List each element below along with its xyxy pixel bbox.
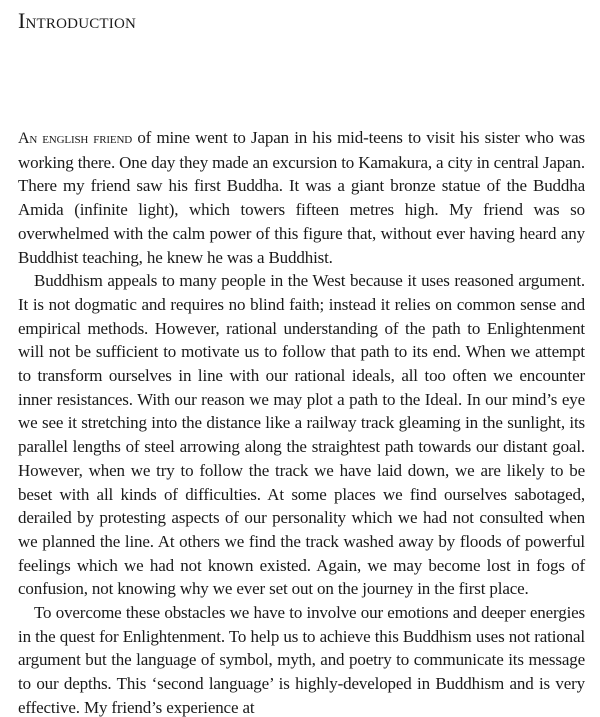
paragraph-1 — [18, 126, 585, 269]
paragraph-2: Buddhism appeals to many people in the West because it uses reasoned argument. It is not dogmatic and requires no blind faith; instead it relies on common sense and empirical methods. However, rational understanding of the path to Enlightenment will not be sufficient to motivate us to follow that path to its end. When we attempt to transform ourselves in line with our rational ideals, all too often we encounter inner resistances. With our reason we may plot a path to the Ideal. In our mind’s eye we see it stretching into the distance like a railway track gleaming in the sunlight, its parallel lengths of steel arrowing along the straightest path towards our distant goal. However, when we try to follow the track we have laid down, we are likely to be beset with all kinds of difficulties. At some places we find ourselves sabotaged, derailed by protesting aspects of our personality which we had not consulted when we planned the line. At others we find the track washed away by floods of powerful feelings which we had not known existed. Again, we may become lost in fogs of confusion, not knowing why we ever set out on the journey in the first place. — [18, 271, 585, 599]
chapter-body — [18, 126, 585, 717]
paragraph-1-text: of mine went to Japan in his mid-teens to visit his sister who was working there. One day they made an excursion to Kamakura, a city in central Japan. There my friend saw his first Buddha. It was a giant bronze statue of the Buddha Amida (infinite light), which towers fifteen metres high. My friend was so overwhelmed with the calm power of this figure that, without ever having heard any Buddhist teaching, he knew he was a Buddhist. — [18, 128, 585, 267]
paragraph-3: To overcome these obstacles we have to involve our emotions and deeper energies in the quest for Enlightenment. To help us to achieve this Buddhism uses not rational argument but the language of symbol, myth, and poetry to communicate its message to our depths. This ‘second language’ is highly-developed in Buddhism and is very effective. My friend’s experience at — [18, 603, 585, 717]
paragraph-lead-in: An english friend — [18, 130, 133, 147]
chapter-title: Introduction — [18, 8, 137, 33]
